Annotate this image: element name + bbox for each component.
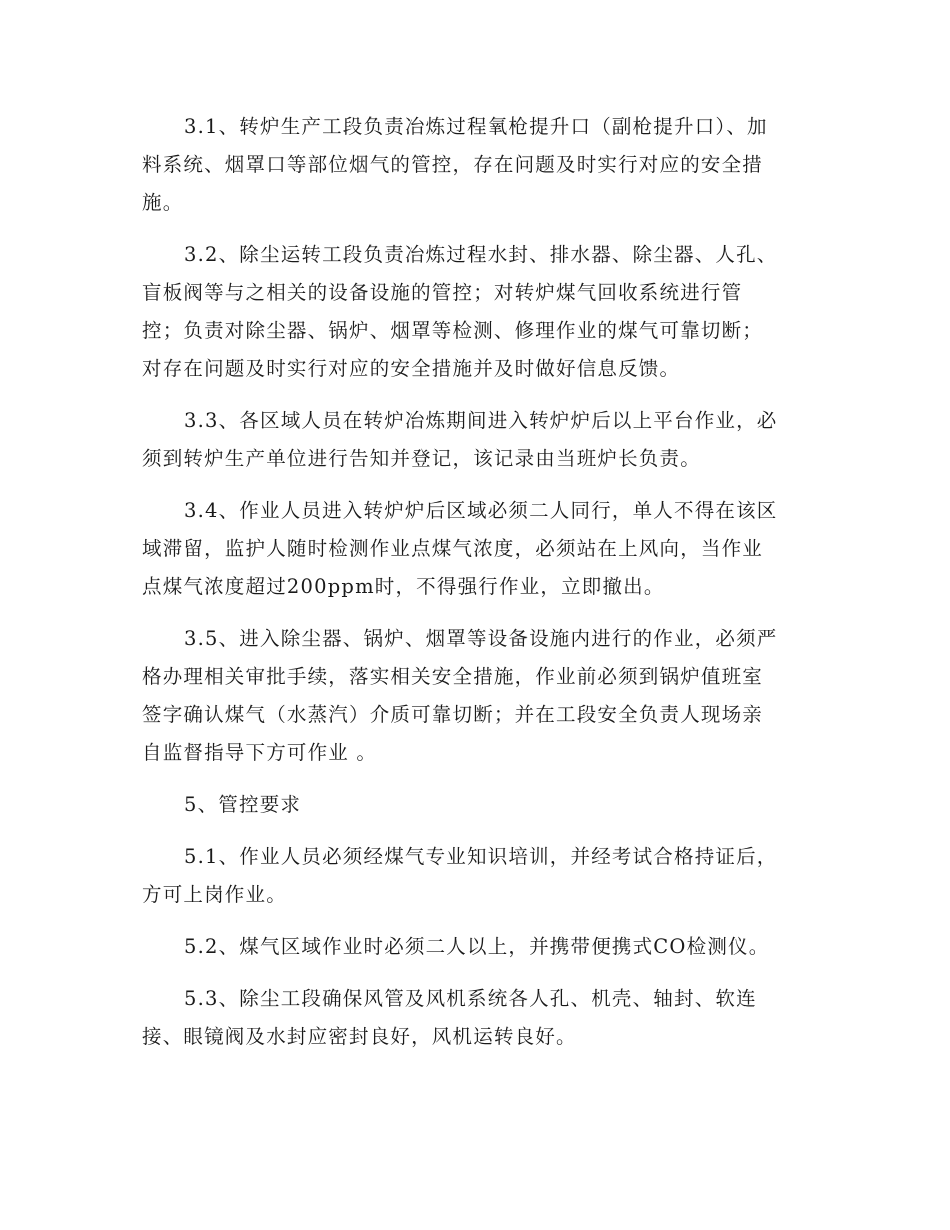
text-line: 3.2、除尘运转工段负责冶炼过程水封、排水器、除尘器、人孔、: [184, 243, 778, 266]
text-line: 料系统、烟罩口等部位烟气的管控，存在问题及时实行对应的安全措: [142, 153, 764, 176]
paragraph-5-1: [142, 838, 808, 914]
text-line: 3.1、转炉生产工段负责冶炼过程氧枪提升口（副枪提升口）、加: [184, 115, 768, 138]
paragraph-3-4: [142, 492, 808, 606]
text-line: 5.2、煤气区域作业时必须二人以上，并携带便携式CO检测仪。: [184, 935, 770, 958]
text-line: 格办理相关审批手续，落实相关安全措施，作业前必须到锅炉值班室: [142, 665, 764, 688]
paragraph-3-5: [142, 620, 808, 772]
text-line: 须到转炉生产单位进行告知并登记，该记录由当班炉长负责。: [142, 447, 701, 470]
section-heading-5: [142, 786, 808, 824]
text-line: 签字确认煤气（水蒸汽）介质可靠切断；并在工段安全负责人现场亲: [142, 703, 764, 726]
paragraph-3-3: [142, 402, 808, 478]
paragraph-3-1: [142, 108, 808, 222]
text-line: 5、管控要求: [184, 793, 302, 816]
text-line: 施。: [142, 191, 184, 214]
text-line: 3.3、各区域人员在转炉冶炼期间进入转炉炉后以上平台作业，必: [184, 409, 778, 432]
text-line: 方可上岗作业。: [142, 883, 287, 906]
text-line: 接、眼镜阀及水封应密封良好，风机运转良好。: [142, 1025, 577, 1048]
text-line: 5.3、除尘工段确保风管及风机系统各人孔、机壳、轴封、软连: [184, 987, 757, 1010]
text-line: 5.1、作业人员必须经煤气专业知识培训，并经考试合格持证后，: [184, 845, 778, 868]
text-line: 对存在问题及时实行对应的安全措施并及时做好信息反馈。: [142, 357, 681, 380]
document-page: [142, 108, 808, 1056]
text-line: 控；负责对除尘器、锅炉、烟罩等检测、修理作业的煤气可靠切断；: [142, 319, 764, 342]
text-line: 点煤气浓度超过200ppm时，不得强行作业，立即撤出。: [142, 575, 665, 598]
text-line: 自监督指导下方可作业 。: [142, 741, 378, 764]
paragraph-5-3: [142, 980, 808, 1056]
paragraph-3-2: [142, 236, 808, 388]
paragraph-5-2: [142, 928, 808, 966]
text-line: 3.5、进入除尘器、锅炉、烟罩等设备设施内进行的作业，必须严: [184, 627, 778, 650]
text-line: 域滞留，监护人随时检测作业点煤气浓度，必须站在上风向，当作业: [142, 537, 764, 560]
text-line: 3.4、作业人员进入转炉炉后区域必须二人同行，单人不得在该区: [184, 499, 778, 522]
text-line: 盲板阀等与之相关的设备设施的管控；对转炉煤气回收系统进行管: [142, 281, 743, 304]
